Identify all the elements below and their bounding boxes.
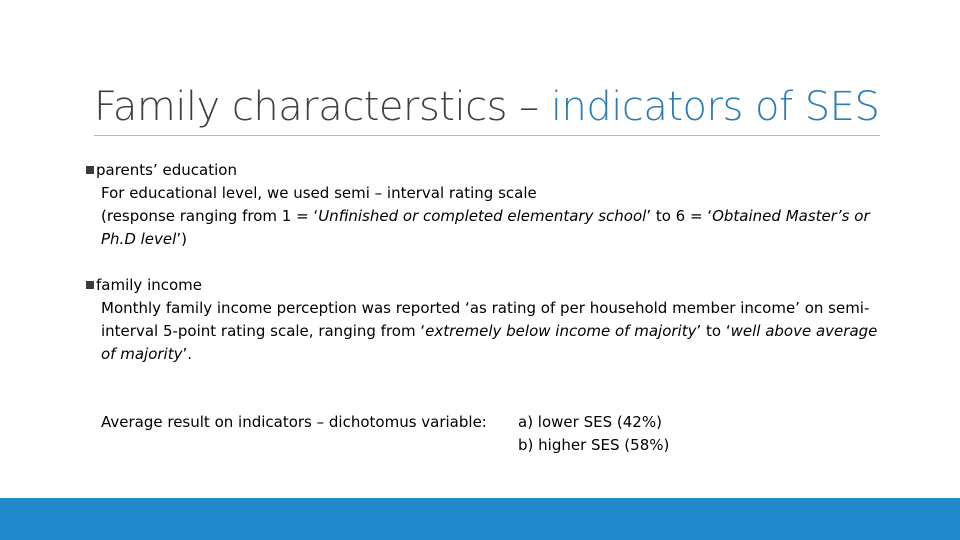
income-high-label: well above average of majority (101, 322, 878, 363)
bullet-heading: family income (96, 276, 203, 294)
ses-option-lower: a) lower SES (42%) (518, 413, 662, 431)
ses-option-higher: b) higher SES (58%) (518, 436, 670, 454)
bullet-family-income (86, 274, 891, 297)
range-text-middle: ’ to 6 = ‘ (646, 207, 713, 225)
bullet-heading: parents’ education (96, 161, 237, 179)
ses-summary-label: Average result on indicators – dichotomus variable: (101, 413, 487, 431)
income-text-middle: ’ to ‘ (696, 322, 731, 340)
income-description-text (101, 297, 891, 366)
range-text-start: (response ranging from 1 = ‘ (101, 207, 319, 225)
range-low-label: Unfinished or completed elementary school (318, 207, 647, 225)
income-low-label: extremely below income of majority (425, 322, 697, 340)
section-parents-education (86, 159, 891, 251)
range-high-label: Obtained Master’s or Ph.D level (101, 207, 870, 248)
parents-education-description (86, 182, 891, 251)
title-accent: indicators of SES (550, 84, 880, 130)
square-bullet-icon (86, 281, 94, 289)
ses-summary-options (518, 411, 669, 457)
income-text-end: ’. (182, 345, 193, 363)
education-range-text (101, 205, 891, 251)
title-divider (94, 135, 880, 136)
family-income-description (86, 297, 891, 366)
footer-bar (0, 498, 960, 540)
section-family-income (86, 274, 891, 366)
square-bullet-icon (86, 166, 94, 174)
ses-summary (101, 411, 669, 457)
education-scale-line: For educational level, we used semi – interval rating scale (101, 184, 537, 202)
slide-title (94, 80, 879, 134)
income-text-start: Monthly family income perception was reported ‘as rating of per household member income’ on semi-interval 5-point rating scale, ranging from ‘ (101, 299, 870, 340)
title-main: Family characterstics – (94, 84, 551, 130)
range-text-end: ’) (176, 230, 187, 248)
bullet-parents-education (86, 159, 891, 182)
